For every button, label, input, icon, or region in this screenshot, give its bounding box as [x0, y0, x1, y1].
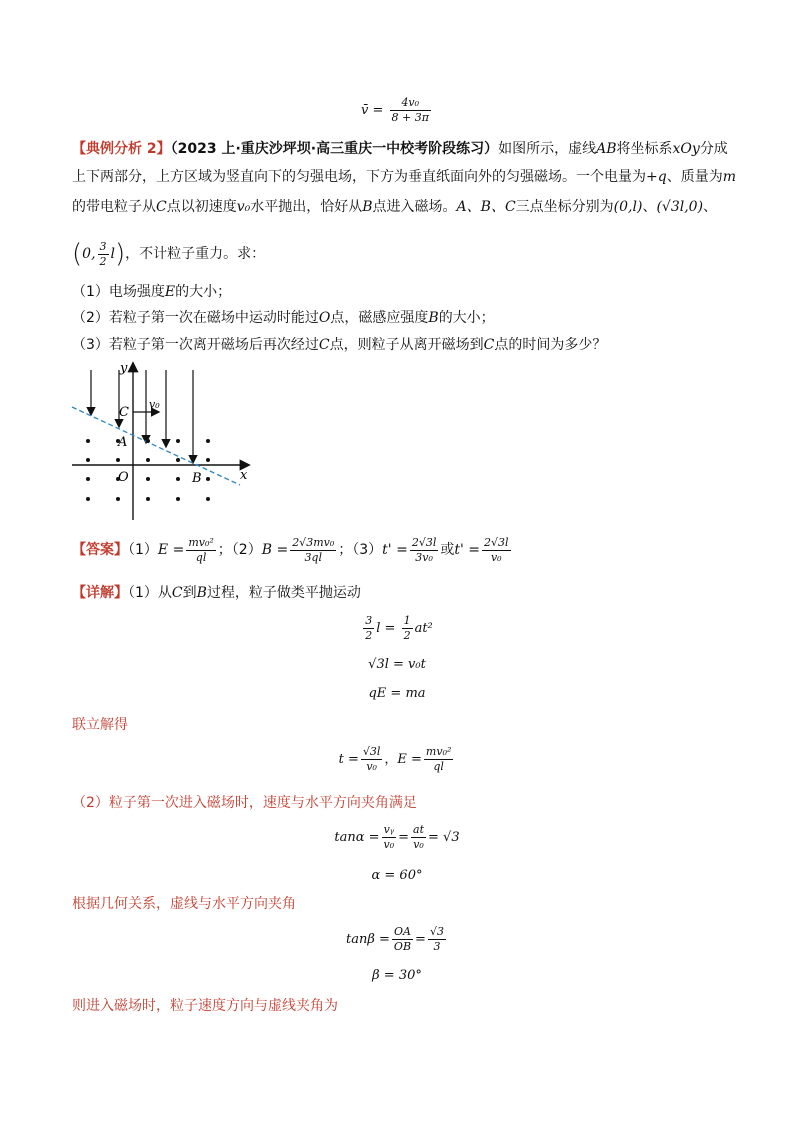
point-a-label: A [118, 435, 128, 450]
equation-4: t = $\frac{√3l}{\text{v₀}}$ ，E = $\frac{\text{mv₀²}}{ql}$ [338, 745, 452, 773]
answer-tag: 【答案】 [72, 542, 128, 558]
y-axis-label: y [120, 361, 128, 376]
question-3: （3）若粒子第一次离开磁场后再次经过C点，则粒子从离开磁场到C点的时间为多少？ [72, 337, 607, 353]
point-b-label: B [192, 471, 202, 486]
equation-2: √3l = v₀t [368, 657, 426, 672]
detail-tag: 【详解】 [72, 585, 128, 601]
v0-label: v₀ [149, 398, 160, 411]
boundary-line-ab [72, 407, 240, 485]
question-2: （2）若粒子第一次在磁场中运动时能过O点，磁感应强度B的大小； [72, 310, 495, 326]
detail-combine: 联立解得 [72, 717, 128, 733]
example-source: （2023 上·重庆沙坪坝·高三重庆一中校考阶段练习） [170, 141, 499, 157]
equation-1: $\frac{3}{2}$ l = $\frac{1}{2}$ at² [365, 614, 433, 642]
x-axis-label: x [240, 468, 248, 483]
example-line-3: 的带电粒子从C点以初速度v₀水平抛出，恰好从B点进入磁场。A、B、C三点坐标分别为(0,l)、(√3l,0)、 [72, 199, 718, 215]
physics-diagram [62, 358, 262, 526]
point-c-label: C [119, 405, 129, 420]
formula-average-velocity: v̄ = $\frac{\text{4v₀}}{8 + 3\pi}$ [361, 96, 429, 124]
example-tag: 【典例分析 2】 [72, 141, 171, 157]
origin-label: O [118, 470, 129, 485]
equation-6: α = 60° [371, 868, 423, 883]
example-line-2: 上下两部分，上方区域为竖直向下的匀强电场，下方为垂直纸面向外的匀强磁场。一个电量为+q、质量为m [72, 169, 736, 185]
detail-line-3: 根据几何关系，虚线与水平方向夹角 [72, 896, 296, 912]
detail-line-2: （2）粒子第一次进入磁场时，速度与水平方向夹角满足 [72, 795, 417, 811]
equation-8: β = 30° [372, 968, 422, 983]
equation-3: qE = ma [368, 686, 426, 701]
answer-line: 【答案】（1）E = $\frac{\text{mv₀²}}{ql}$ ；（2）B = $\frac{\text{2√3mv₀}}{3ql}$ ；（3）t' = $\frac{2√3l}{\text{3v₀}}$ 或t' = $\frac{2√3l}{\text{v₀}}$ [72, 535, 509, 564]
example-line-4: (0, $\frac{3}{2}$ l)，不计粒子重力。求： [72, 239, 266, 269]
equation-5: tanα = $\frac{\text{vᵧ}}{\text{v₀}}$ = $\frac{at}{\text{v₀}}$ = √3 [334, 823, 460, 851]
question-1: （1）电场强度E的大小； [72, 284, 232, 300]
detail-line-1: 【详解】（1）从C到B过程，粒子做类平抛运动 [72, 585, 361, 601]
example-line-1: 【典例分析 2】（2023 上·重庆沙坪坝·高三重庆一中校考阶段练习）如图所示，虚线AB将坐标系xOy分成 [72, 141, 728, 157]
detail-line-4: 则进入磁场时，粒子速度方向与虚线夹角为 [72, 998, 338, 1014]
magnetic-field-dots [86, 439, 210, 501]
equation-7: tanβ = $\frac{OA}{OB}$ = $\frac{√3}{3}$ [346, 925, 444, 953]
